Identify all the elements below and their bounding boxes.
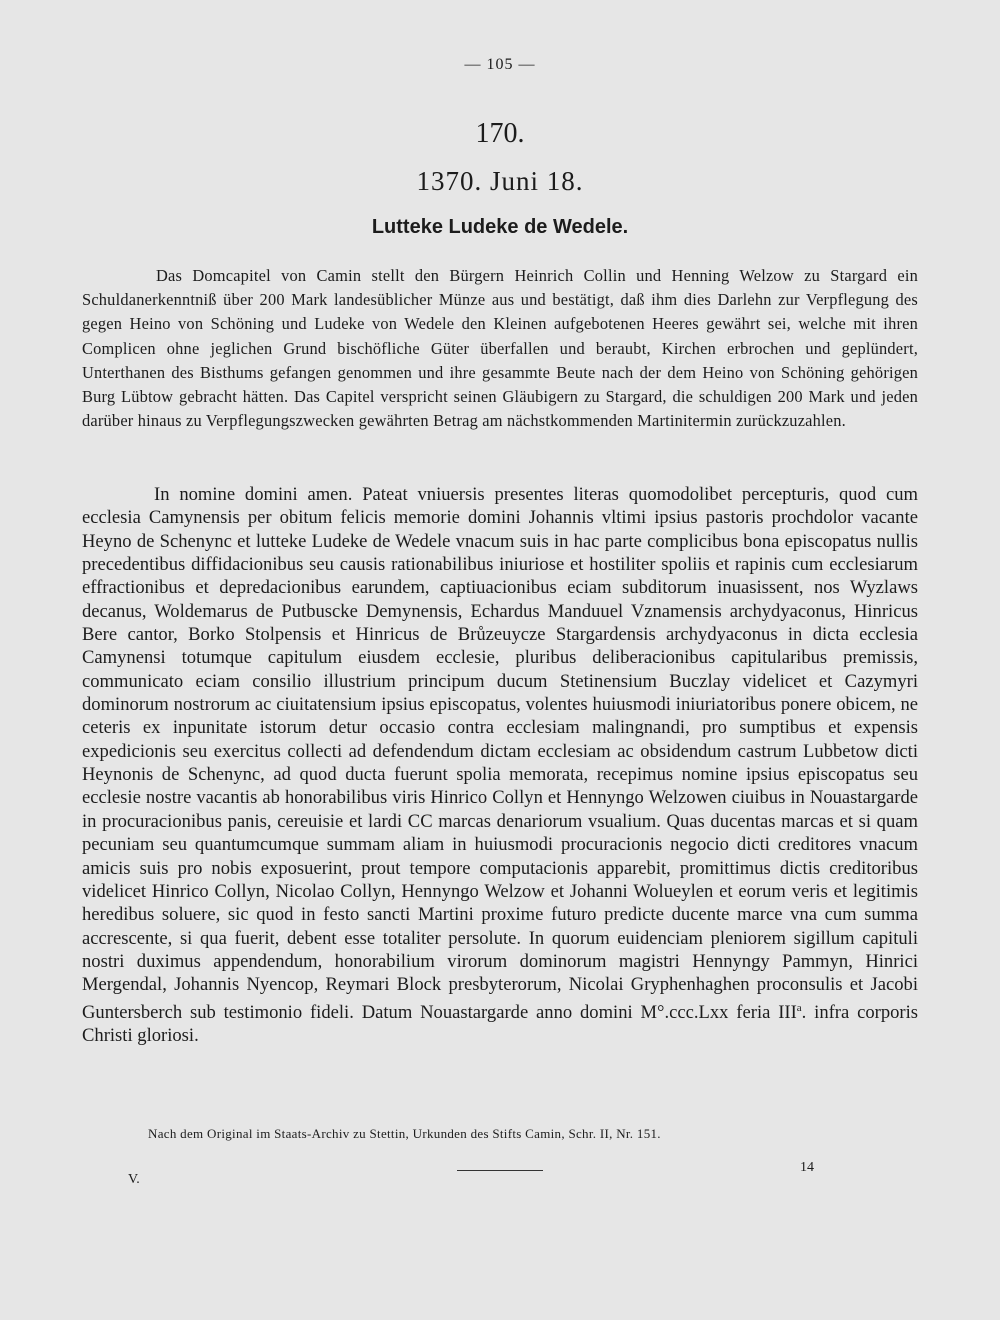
document-title: Lutteke Ludeke de Wedele. bbox=[371, 216, 629, 238]
latin-superscript: a bbox=[796, 1001, 802, 1014]
source-note: Nach dem Original im Staats-Archiv zu Stettin, Urkunden des Stifts Camin, Schr. II, Nr. 151. bbox=[148, 1126, 661, 1141]
signature-mark: V. bbox=[128, 1172, 140, 1187]
sheet-number: 14 bbox=[800, 1160, 814, 1175]
regest-summary: Das Domcapitel von Camin stellt den Bürgern Heinrich Collin und Henning Welzow zu Stargard ein Schuldanerkenntniß über 200 Mark landesüblicher Münze aus und bestätigt, daß ihm dies Darlehn zur Verpflegung des gegen Heino von Schöning und Ludeke von Wedele den Kleinen aufgebotenen Heeres gewährt sei, welche mit ihren Complicen ohne jeglichen Grund bischöfliche Güter überfallen und beraubt, Kirchen erbrochen und geplündert, Unterthanen des Bisthums gefangen genommen und ihre gesammte Beute nach der dem Heino von Schöning gehörigen Burg Lübtow gebracht hätten. Das Capitel verspricht seinen Gläubigern zu Stargard, die schuldigen 200 Mark und jeden darüber hinaus zu Verpflegungszwecken gewährten Betrag am nächstkommenden Martinitermin zurückzuzahlen. bbox=[82, 266, 918, 431]
page-number: — 105 — bbox=[464, 56, 536, 73]
latin-body: In nomine domini amen. Pateat vniuersis presentes literas quomodolibet percepturis, quod cum ecclesia Camynensis per obitum felicis memorie domini Johannis vltimi ipsius pastoris prochdolor vacante Heyno de Schenync et lutteke Ludeke de Wedele vnacum suis in hac parte complicibus bona episcopatus nullis precedentibus diffidacionibus seu causis rationabilibus iniuriose et hostiliter spoliis et rapinis cum ecclesiarum effractionibus et depredacionibus earundem, captiuacionibus eciam subditorum inuasissent, nos Wyzlaws decanus, Woldemarus de Putbuscke Demynensis, Echardus Manduuel Vznamensis archydyaconus, Hinricus Bere cantor, Borko Stolpensis et Hinricus de Brůzeuycze Stargardensis archydyaconus in dicta ecclesia Camynensi totumque capitulum eiusdem ecclesie, pluribus deliberacionibus capitularibus premissis, communicato eciam consilio illustrium principum ducum Stetinensium Buczlay videlicet et Cazymyri dominorum nostrorum ac ciuitatensium ipsius episcopatus, volentes huiusmodi iniuriatoribus ponere obicem, ne ceteris ex inpunitate istorum detur occasio contra ecclesiam malingnandi, pro sumptibus et expensis expedicionis seu exercitus collecti ad defendendum dictam ecclesiam ac obsidendum castrum Lubbetow dicti Heynonis de Schenync, ad quod ducta fuerunt spolia memorata, recepimus nomine ipsius episcopatus seu ecclesie nostre vacantis ab honorabilibus viris Hinrico Collyn et Hennyngo Welzowen ciuibus in Nouastargarde in procuracionibus panis, cereuisie et lardi CC marcas denariorum vsualium. Quas ducentas marcas et si quam pecuniam seu quantumcumque summam aliam in huiusmodi procuracionis negocio dicti creditores vnacum amicis suis pro nobis exposuerint, prout tempore computacionis apparebit, promittimus dictis creditoribus videlicet Hinrico Collyn, Nicolao Collyn, Hennyngo Welzow et Johanni Wolueylen et eorum veris et legitimis heredibus soluere, sic quod in festo sancti Martini proxime futuro predicte ducente marce vna cum summa accrescente, si qua fuerit, debent esse totaliter persolute. In quorum euidenciam pleniorem sigillum capituli nostri duximus appendendum, honorabilium virorum dominorum magistri Hennyngy Pammyn, Hinrici Mergendal, Johannis Nyencop, Reymari Block presbyterorum, Nicolai Gryphenhaghen proconsulis et Jacobi Guntersberch sub testimonio fideli. Datum Nouastargarde anno domini M°.ccc.Lxx feria III bbox=[82, 484, 918, 1023]
document-date: 1370. Juni 18. bbox=[416, 166, 584, 196]
latin-ending: . infra corporis Christi gloriosi. bbox=[82, 1001, 919, 1047]
document-number: 170. bbox=[475, 118, 525, 149]
latin-charter-text bbox=[82, 483, 918, 1047]
footer-rule bbox=[457, 1170, 543, 1171]
